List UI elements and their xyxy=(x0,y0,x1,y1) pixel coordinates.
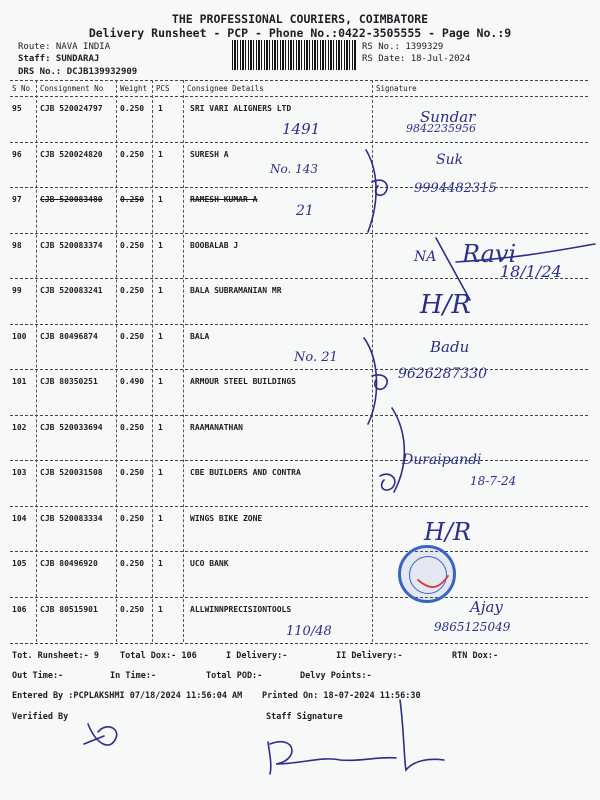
col-weight: Weight xyxy=(120,84,148,93)
row-pcs: 1 xyxy=(158,422,163,432)
name-r98: Ravi xyxy=(462,240,517,268)
row-pcs: 1 xyxy=(158,331,163,341)
row-consignee: ARMOUR STEEL BUILDINGS xyxy=(190,377,296,386)
sign-r100: Badu xyxy=(430,338,470,356)
row-consignment-no: CJB 520024820 xyxy=(40,149,103,159)
col-consignee: Consignee Details xyxy=(187,84,264,93)
row-pcs: 1 xyxy=(158,149,163,159)
row-consignee: RAMESH KUMAR A xyxy=(190,195,258,204)
company-title: THE PROFESSIONAL COURIERS, COIMBATORE xyxy=(171,12,429,26)
row-consignee: SRI VARI ALIGNERS LTD xyxy=(190,104,292,113)
sign-r103: Duraipandi xyxy=(402,452,482,468)
row-consignee: RAAMANATHAN xyxy=(190,422,243,432)
ii-delivery: II Delivery:- xyxy=(336,651,403,661)
row-consignee: CBE BUILDERS AND CONTRA xyxy=(190,468,301,477)
row-consignee: BOOBALAB J xyxy=(190,240,239,250)
phone-r101: 9626287330 xyxy=(398,366,488,382)
date-r103: 18-7-24 xyxy=(470,474,517,488)
row-pcs: 1 xyxy=(158,377,163,386)
row-sno: 96 xyxy=(12,149,22,159)
total-dox: Total Dox:- 106 xyxy=(120,651,197,661)
row-weight: 0.250 xyxy=(120,195,145,204)
row-pcs: 1 xyxy=(158,104,163,113)
row-consignment-no: CJB 520083374 xyxy=(40,240,103,250)
row-consignee: ALLWINNPRECISIONTOOLS xyxy=(190,604,292,614)
row-consignee: BALA xyxy=(190,331,210,341)
col-pcs: PCS xyxy=(156,84,170,93)
row-sno: 97 xyxy=(12,195,22,204)
row-weight: 0.490 xyxy=(120,377,145,386)
row-pcs: 1 xyxy=(158,240,163,250)
verified-by: Verified By xyxy=(12,712,69,722)
row-pcs: 1 xyxy=(158,468,163,477)
row-weight: 0.250 xyxy=(120,104,145,113)
hr-r104: H/R xyxy=(424,518,472,546)
row-consignment-no: CJB 520033694 xyxy=(40,422,103,432)
date-r98: 18/1/24 xyxy=(500,262,562,281)
row-weight: 0.250 xyxy=(120,513,145,523)
row-consignment-no: CJB 520024797 xyxy=(40,104,103,113)
phone-r96: 9994482315 xyxy=(414,181,497,196)
row-sno: 100 xyxy=(12,331,27,341)
row-consignee: WINGS BIKE ZONE xyxy=(190,513,263,523)
sign-r106: Ajay xyxy=(470,598,503,616)
row-consignment-no: CJB 80350251 xyxy=(40,377,98,386)
row-weight: 0.250 xyxy=(120,604,145,614)
sign-r96: Suk xyxy=(436,152,464,168)
row-weight: 0.250 xyxy=(120,149,145,159)
row-consignment-no: CJB 520031508 xyxy=(40,468,103,477)
col-sno: S No xyxy=(12,84,31,93)
mark-r97: 21 xyxy=(296,203,314,219)
row-sno: 105 xyxy=(12,559,27,568)
row-consignment-no: CJB 520083241 xyxy=(40,286,103,295)
row-sno: 95 xyxy=(12,104,22,113)
staff-signature: Staff Signature xyxy=(266,712,343,722)
hr-r99: H/R xyxy=(420,290,472,320)
num-r95: 1491 xyxy=(282,120,321,138)
row-consignee: BALA SUBRAMANIAN MR xyxy=(190,286,282,295)
i-delivery: I Delivery:- xyxy=(226,651,288,661)
row-sno: 99 xyxy=(12,286,22,295)
out-time: Out Time:- xyxy=(12,671,64,681)
num-r106: 110/48 xyxy=(286,624,332,639)
no-r96: No. 143 xyxy=(270,162,319,176)
row-sno: 106 xyxy=(12,604,27,614)
row-weight: 0.250 xyxy=(120,286,145,295)
delvy-points: Delvy Points:- xyxy=(300,671,372,681)
rtn-dox: RTN Dox:- xyxy=(452,651,499,661)
sign-r95: Sundar xyxy=(420,108,476,126)
route-label: Route: NAVA INDIA xyxy=(18,42,111,52)
total-runsheet: Tot. Runsheet:- 9 xyxy=(12,651,99,661)
row-pcs: 1 xyxy=(158,195,163,204)
printed-on: Printed On: 18-07-2024 11:56:30 xyxy=(262,691,421,701)
row-consignment-no: CJB 80515901 xyxy=(40,604,98,614)
row-sno: 103 xyxy=(12,468,27,477)
mark-r98: NA xyxy=(414,249,437,265)
total-pod: Total POD:- xyxy=(206,671,263,681)
row-weight: 0.250 xyxy=(120,559,145,568)
staff-label: Staff: SUNDARAJ xyxy=(18,54,100,64)
phone-r95: 9842235956 xyxy=(406,122,476,135)
no-r100: No. 21 xyxy=(294,350,338,365)
row-consignment-no: CJB 520083334 xyxy=(40,513,103,523)
row-consignment-no: CJB 80496874 xyxy=(40,331,98,341)
row-weight: 0.250 xyxy=(120,331,145,341)
runsheet-title: Delivery Runsheet - PCP - Phone No.:0422-3505555 - Page No.:9 xyxy=(88,26,512,40)
row-consignment-no: CJB 80496920 xyxy=(40,559,98,568)
row-sno: 102 xyxy=(12,422,27,432)
rs-number: RS No.: 1399329 xyxy=(362,42,444,52)
row-consignee: UCO BANK xyxy=(190,559,229,568)
row-weight: 0.250 xyxy=(120,468,145,477)
phone-r106: 9865125049 xyxy=(434,620,511,634)
rs-date: RS Date: 18-Jul-2024 xyxy=(362,54,471,64)
row-weight: 0.250 xyxy=(120,240,145,250)
in-time: In Time:- xyxy=(110,671,157,681)
row-sno: 98 xyxy=(12,240,22,250)
row-pcs: 1 xyxy=(158,286,163,295)
row-weight: 0.250 xyxy=(120,422,145,432)
row-pcs: 1 xyxy=(158,513,163,523)
row-pcs: 1 xyxy=(158,559,163,568)
row-consignee: SURESH A xyxy=(190,149,229,159)
row-sno: 101 xyxy=(12,377,27,386)
row-pcs: 1 xyxy=(158,604,163,614)
row-sno: 104 xyxy=(12,513,27,523)
entered-by: Entered By :PCPLAKSHMI 07/18/2024 11:56:04 AM xyxy=(12,691,243,701)
col-consignment: Consignment No xyxy=(40,84,104,93)
row-consignment-no: CJB 520083480 xyxy=(40,195,103,204)
col-signature: Signature xyxy=(376,84,417,93)
drs-number: DRS No.: DCJB139932909 xyxy=(18,67,138,77)
